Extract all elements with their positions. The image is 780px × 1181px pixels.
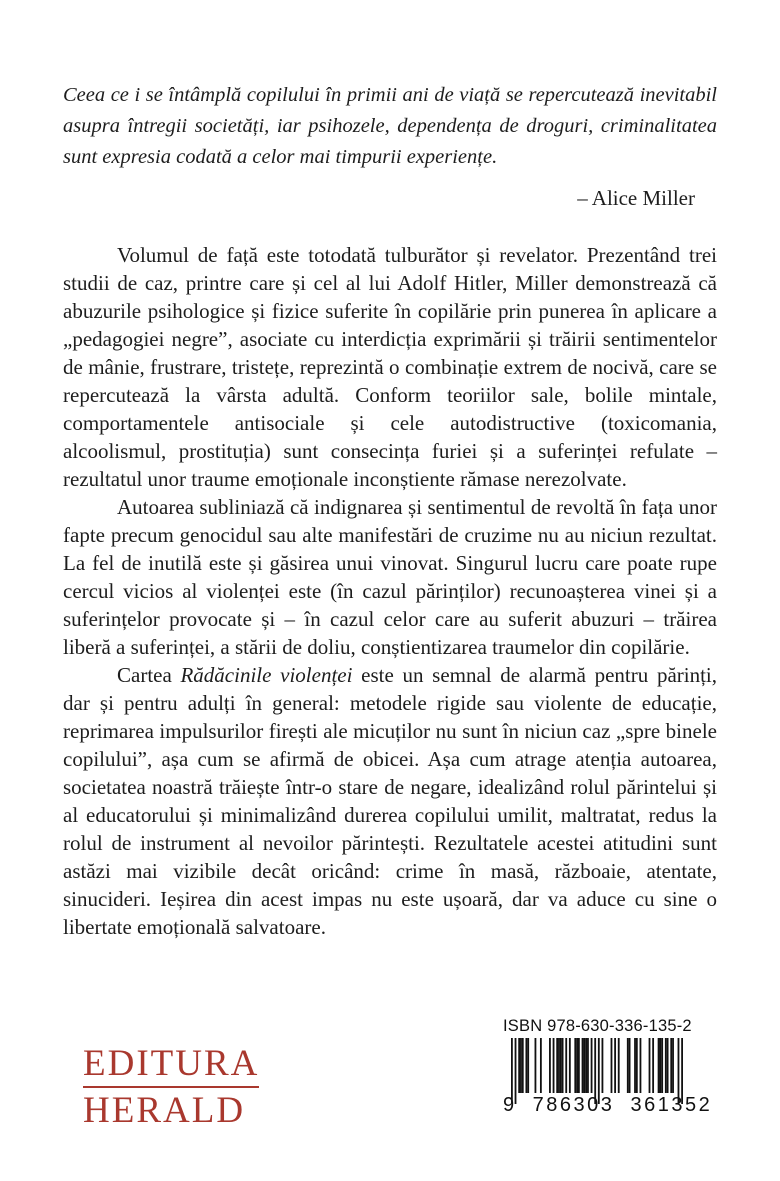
book-title-italic: Rădăcinile violenței (180, 663, 353, 687)
epigraph-quote: Ceea ce i se întâmplă copilului în primii ani de viață se repercutează inevitabil asupra întregii societăți, iar psihozele, dependența de droguri, criminalitatea sunt expresia codată a celor mai timpurii experiențe. (63, 84, 717, 168)
quote-attribution: – Alice Miller (577, 186, 695, 210)
body-paragraph-2 (63, 493, 717, 661)
cover-text-block (63, 80, 717, 941)
paragraph-text: Cartea (117, 663, 181, 687)
paragraph-text: Volumul de față este totodată tulburător și revelator. Prezentând trei studii de caz, printre care și cel al lui Adolf Hitler, Miller demonstrează că abuzurile psihologice și fizice suferite în copilărie prin punerea în aplicare a „pedagogiei negre”, asociate cu interdicția exprimării și trăirii sentimentelor de mânie, frustrare, tristețe, reprezintă o combinație extrem de nocivă, care se repercutează la vârsta adultă. Conform teoriilor sale, bolile mintale, comportamentele antisociale și cele autodistructive (toxicomania, alcoolismul, prostituția) sunt consecința furiei și a suferinței refulate – rezultatul unor traume emoționale inconștiente rămase nerezolvate. (63, 243, 717, 491)
publisher-logo-line1: EDITURA (83, 1043, 260, 1084)
publisher-logo-line2: HERALD (83, 1090, 246, 1131)
paragraph-text: Autoarea subliniază că indignarea și sentimentul de revoltă în fața unor fapte precum genocidul sau alte manifestări de cruzime nu au niciun rezultat. La fel de inutilă este și găsirea unui vinovat. Singurul lucru care poate rupe cercul vicios al violenței este (în cazul părinților) recunoașterea vinei și a suferințelor provocate și – în cazul celor care au suferit abuzuri – trăirea liberă a suferinței, a stării de doliu, conștientizarea traumelor din copilărie. (63, 495, 717, 659)
body-paragraph-3 (63, 661, 717, 941)
barcode-digits: 9 786303 361352 (503, 1094, 713, 1116)
barcode (503, 1016, 713, 1116)
publisher-logo (83, 1043, 260, 1131)
body-text (63, 241, 717, 941)
publisher-logo-rule (83, 1086, 259, 1088)
paragraph-text: este un semnal de alarmă pentru părinți, dar și pentru adulți în general: metodele rigide sau violente de educație, reprimarea impulsurilor firești ale micuților nu sunt în niciun caz „spre binele copilului”, așa cum se afirmă de obicei. Așa cum atrage atenția autoarea, societatea noastră trăiește într-o stare de negare, idealizând rolul părintelui și al educatorului și minimalizând durerea copilului umilit, maltratat, redus la rolul de instrument al nevoilor părintești. Rezultatele acestei atitudini sunt astăzi mai vizibile decât oricând: crime în masă, războaie, atentate, sinucideri. Ieșirea din acest impas nu este ușoară, dar va aduce cu sine o libertate emoțională salvatoare. (63, 663, 718, 939)
isbn-label: ISBN 978-630-336-135-2 (503, 1017, 692, 1035)
body-paragraph-1 (63, 241, 717, 493)
